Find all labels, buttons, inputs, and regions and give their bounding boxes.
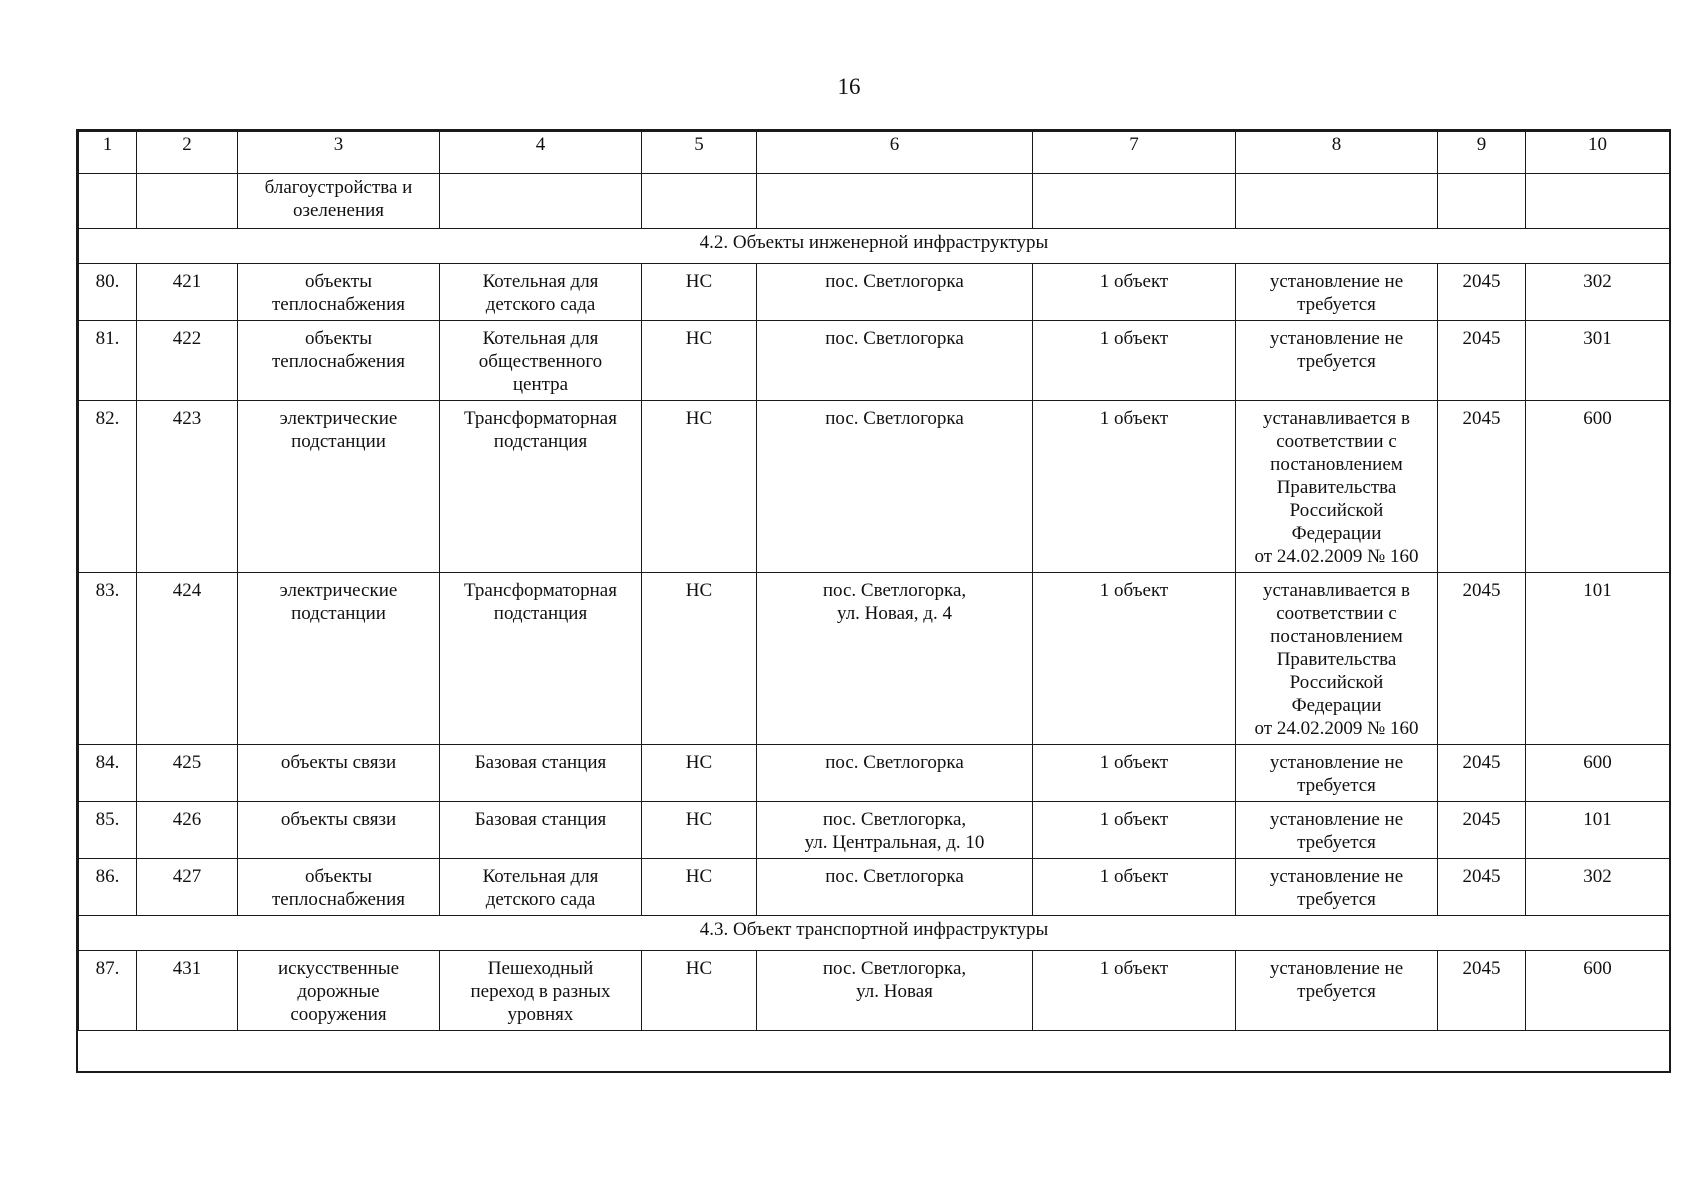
table-cell: Котельная для общественного центра	[440, 321, 642, 401]
table-cell: НС	[642, 321, 757, 401]
table-cell: 2045	[1438, 401, 1526, 573]
objects-table	[78, 131, 1670, 1031]
table-body	[79, 132, 1670, 1031]
table-cell: 1 объект	[1033, 951, 1236, 1031]
table-cell: объекты связи	[238, 802, 440, 859]
table-cell: 427	[137, 859, 238, 916]
section-row	[79, 229, 1670, 264]
column-number-8: 8	[1236, 132, 1438, 174]
table-cell: 302	[1526, 859, 1670, 916]
table-cell: 2045	[1438, 745, 1526, 802]
section-title: 4.3. Объект транспортной инфраструктуры	[79, 916, 1670, 951]
table-cell: 81.	[79, 321, 137, 401]
table-cell: 431	[137, 951, 238, 1031]
table-cell: пос. Светлогорка, ул. Новая, д. 4	[757, 573, 1033, 745]
table-cell: 1 объект	[1033, 802, 1236, 859]
table-cell: 1 объект	[1033, 321, 1236, 401]
table-cell: электрические подстанции	[238, 401, 440, 573]
column-number-10: 10	[1526, 132, 1670, 174]
table-row	[79, 401, 1670, 573]
table-cell: пос. Светлогорка	[757, 745, 1033, 802]
table-cell: 423	[137, 401, 238, 573]
table-row	[79, 573, 1670, 745]
table-cell: пос. Светлогорка	[757, 401, 1033, 573]
table-cell: 1 объект	[1033, 401, 1236, 573]
table-cell: НС	[642, 573, 757, 745]
table-cell: 2045	[1438, 264, 1526, 321]
table-cell: 426	[137, 802, 238, 859]
column-number-2: 2	[137, 132, 238, 174]
section-title: 4.2. Объекты инженерной инфраструктуры	[79, 229, 1670, 264]
table-cell: установление не требуется	[1236, 802, 1438, 859]
table-cell: НС	[642, 745, 757, 802]
column-number-row	[79, 132, 1670, 174]
table-cell: пос. Светлогорка	[757, 859, 1033, 916]
table-cell	[642, 174, 757, 229]
table-cell: искусственные дорожные сооружения	[238, 951, 440, 1031]
table-cell: 86.	[79, 859, 137, 916]
table-cell: установление не требуется	[1236, 951, 1438, 1031]
table-cell: 600	[1526, 745, 1670, 802]
table-cell: НС	[642, 401, 757, 573]
table-cell: 1 объект	[1033, 573, 1236, 745]
table-cell: 600	[1526, 401, 1670, 573]
table-cell	[1033, 174, 1236, 229]
table-cell: 600	[1526, 951, 1670, 1031]
table-row	[79, 802, 1670, 859]
table-cell: 2045	[1438, 802, 1526, 859]
column-number-7: 7	[1033, 132, 1236, 174]
table-cell	[440, 174, 642, 229]
column-number-5: 5	[642, 132, 757, 174]
column-number-3: 3	[238, 132, 440, 174]
table-cell	[79, 174, 137, 229]
table-cell: объекты связи	[238, 745, 440, 802]
table-cell: 2045	[1438, 951, 1526, 1031]
table-cell: установление не требуется	[1236, 745, 1438, 802]
continuation-row	[79, 174, 1670, 229]
table-cell: 422	[137, 321, 238, 401]
table-cell: объекты теплоснабжения	[238, 264, 440, 321]
table-cell	[137, 174, 238, 229]
table-cell: 1 объект	[1033, 859, 1236, 916]
table-cell: пос. Светлогорка, ул. Центральная, д. 10	[757, 802, 1033, 859]
table-cell: пос. Светлогорка	[757, 321, 1033, 401]
table-cell: Трансформаторная подстанция	[440, 401, 642, 573]
table-cell: установление не требуется	[1236, 859, 1438, 916]
table-cell: установление не требуется	[1236, 321, 1438, 401]
table-cell: НС	[642, 859, 757, 916]
table-cell: 1 объект	[1033, 745, 1236, 802]
table-cell: Базовая станция	[440, 802, 642, 859]
table-cell	[1438, 174, 1526, 229]
table-cell: НС	[642, 264, 757, 321]
table-row	[79, 321, 1670, 401]
table-cell: объекты теплоснабжения	[238, 321, 440, 401]
table-cell: 80.	[79, 264, 137, 321]
table-cell: 101	[1526, 573, 1670, 745]
column-number-1: 1	[79, 132, 137, 174]
table-row	[79, 264, 1670, 321]
table-cell: Пешеходный переход в разных уровнях	[440, 951, 642, 1031]
table-cell: 1 объект	[1033, 264, 1236, 321]
column-number-6: 6	[757, 132, 1033, 174]
table-cell: пос. Светлогорка, ул. Новая	[757, 951, 1033, 1031]
table-cell: Трансформаторная подстанция	[440, 573, 642, 745]
table-row	[79, 745, 1670, 802]
table-cell: 2045	[1438, 859, 1526, 916]
table-cell: электрические подстанции	[238, 573, 440, 745]
table-cell: объекты теплоснабжения	[238, 859, 440, 916]
table-cell: 424	[137, 573, 238, 745]
table-cell: 425	[137, 745, 238, 802]
table-cell: 301	[1526, 321, 1670, 401]
table-cell: 2045	[1438, 573, 1526, 745]
table-row	[79, 859, 1670, 916]
table-cell: устанавливается в соответствии с постановлением Правительства Российской Федерации от 24.02.2009 № 160	[1236, 573, 1438, 745]
table-cell: 87.	[79, 951, 137, 1031]
table-row	[79, 951, 1670, 1031]
column-number-9: 9	[1438, 132, 1526, 174]
page-number: 16	[837, 74, 861, 99]
table-cell: НС	[642, 951, 757, 1031]
table-cell: 2045	[1438, 321, 1526, 401]
table-cell: Котельная для детского сада	[440, 264, 642, 321]
table-cell	[1526, 174, 1670, 229]
table-cell	[1236, 174, 1438, 229]
table-cell: 421	[137, 264, 238, 321]
table-cell: 302	[1526, 264, 1670, 321]
table-cell: благоустройства и озеленения	[238, 174, 440, 229]
column-number-4: 4	[440, 132, 642, 174]
table-cell	[757, 174, 1033, 229]
table-cell: устанавливается в соответствии с постановлением Правительства Российской Федерации от 24.02.2009 № 160	[1236, 401, 1438, 573]
table-cell: Котельная для детского сада	[440, 859, 642, 916]
table-cell: пос. Светлогорка	[757, 264, 1033, 321]
table-cell: 101	[1526, 802, 1670, 859]
table-cell: установление не требуется	[1236, 264, 1438, 321]
table-cell: 84.	[79, 745, 137, 802]
section-row	[79, 916, 1670, 951]
table-cell: 85.	[79, 802, 137, 859]
table-cell: Базовая станция	[440, 745, 642, 802]
table-cell: НС	[642, 802, 757, 859]
table-cell: 82.	[79, 401, 137, 573]
table-cell: 83.	[79, 573, 137, 745]
